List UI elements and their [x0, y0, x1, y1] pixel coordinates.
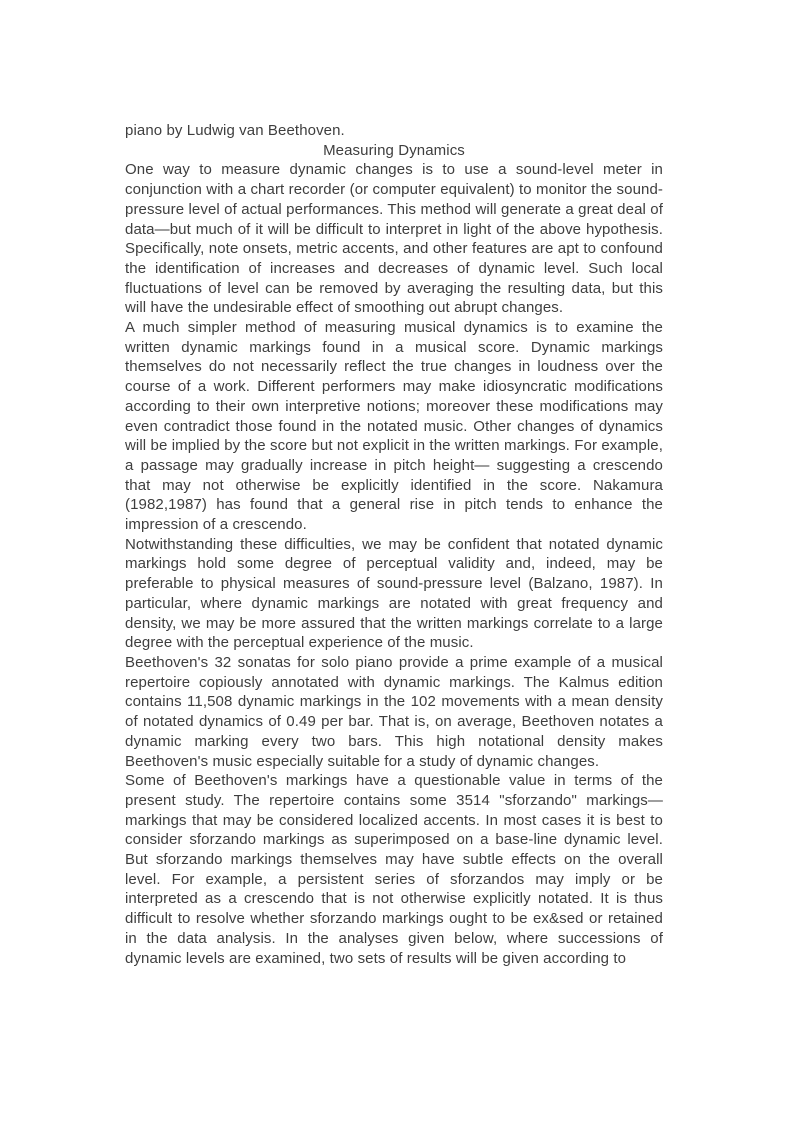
paragraph-sforzando-markings: Some of Beethoven's markings have a questionable value in terms of the present study. The repertoire contains some 3514 "sforzando" markings— markings that may be considered localized accents. In most cases it is best to consider sforzando markings as superimposed on a base-line dynamic level. But sforzando markings themselves may have subtle effects on the overall level. For example, a persistent series of sforzandos may imply or be interpreted as a crescendo that is not otherwise explicitly notated. It is thus difficult to resolve whether sforzando markings ought to be ex&sed or retained in the data analysis. In the analyses given below, where successions of dynamic levels are examined, two sets of results will be given according to: [125, 772, 663, 967]
paragraph-written-markings: A much simpler method of measuring musical dynamics is to examine the written dynamic markings found in a musical score. Dynamic markings themselves do not necessarily reflect the true changes in loudness over the course of a work. Different performers may make idiosyncratic modifications according to their own interpretive notions; moreover these modifications may even contradict those found in the notated music. Other changes of dynamics will be implied by the score but not explicit in the written markings. For example, a passage may gradually increase in pitch height— suggesting a crescendo that may not otherwise be explicitly identified in the score. Nakamura (1982,1987) has found that a general rise in pitch tends to enhance the impression of a crescendo.: [125, 319, 663, 534]
paragraph-beethoven-sonatas: Beethoven's 32 sonatas for solo piano provide a prime example of a musical repertoire copiously annotated with dynamic markings. The Kalmus edition contains 11,508 dynamic markings in the 102 movements with a mean density of notated dynamics of 0.49 per bar. That is, on average, Beethoven notates a dynamic marking every two bars. This high notational density makes Beethoven's music especially suitable for a study of dynamic changes.: [125, 653, 663, 770]
page-text-column: [125, 121, 663, 968]
carryover-line: piano by Ludwig van Beethoven.: [125, 122, 345, 139]
section-heading: Measuring Dynamics: [323, 141, 465, 159]
paragraph-measuring-sound-level: One way to measure dynamic changes is to use a sound-level meter in conjunction with a chart recorder (or computer equivalent) to monitor the sound-pressure level of actual performances. This method will generate a great deal of data—but much of it will be difficult to interpret in light of the above hypothesis. Specifically, note onsets, metric accents, and other features are apt to confound the identification of increases and decreases of dynamic level. Such local fluctuations of level can be removed by averaging the resulting data, but this will have the undesirable effect of smoothing out abrupt changes.: [125, 161, 663, 317]
paragraph-perceptual-validity: Notwithstanding these difficulties, we may be confident that notated dynamic markings hold some degree of perceptual validity and, indeed, may be preferable to physical measures of sound-pressure level (Balzano, 1987). In particular, where dynamic markings are notated with great frequency and density, we may be more assured that the written markings correlate to a large degree with the perceptual experience of the music.: [125, 535, 663, 652]
